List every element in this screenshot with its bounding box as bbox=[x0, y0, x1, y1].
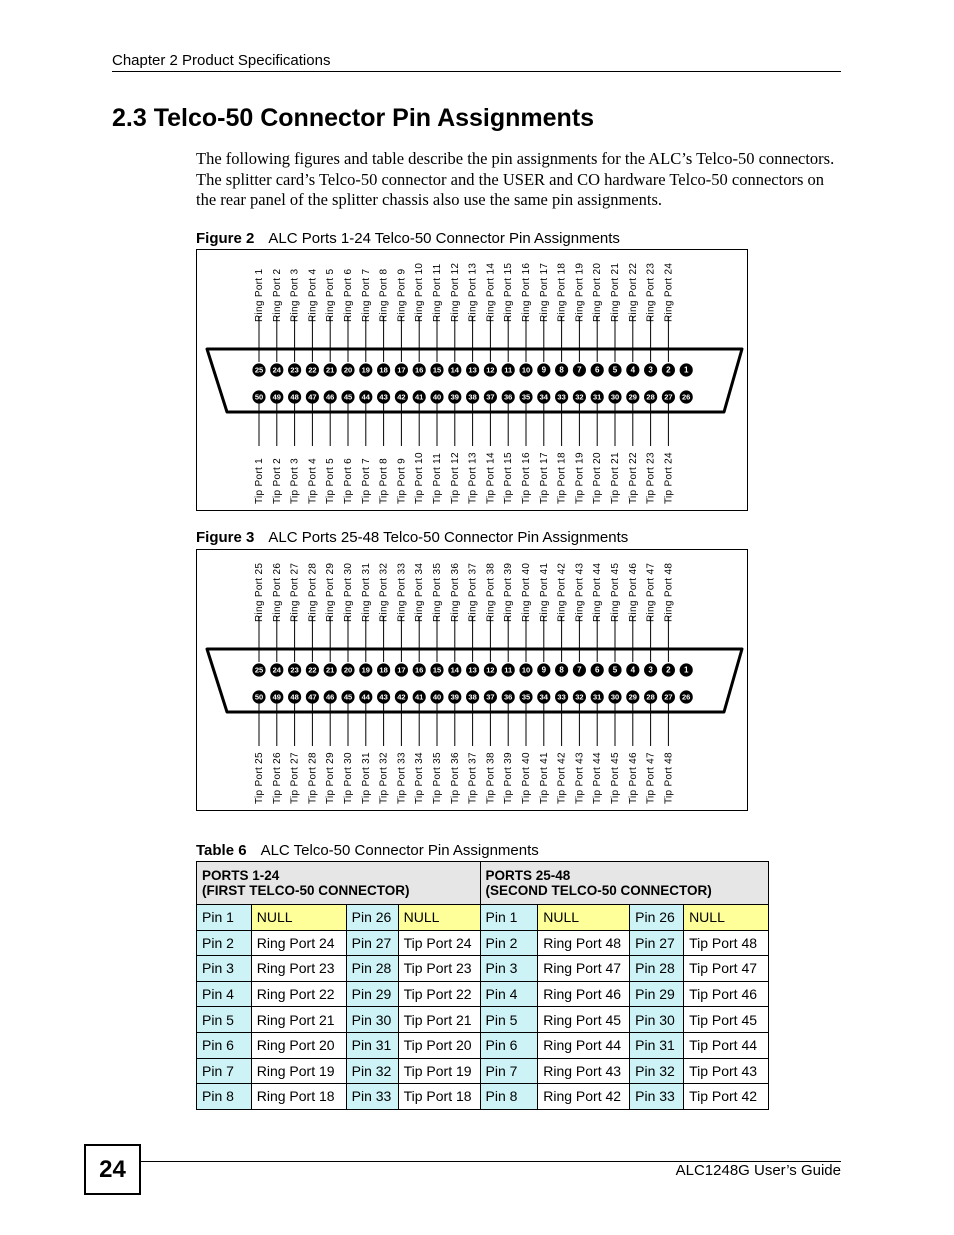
header-ports-1-24: PORTS 1-24 (FIRST TELCO-50 CONNECTOR) bbox=[197, 862, 481, 905]
ring-port-label: Ring Port 45 bbox=[610, 562, 621, 622]
pin-number-label: 18 bbox=[379, 365, 388, 375]
tip-port-label: Tip Port 45 bbox=[610, 752, 621, 804]
ring-port-label: Ring Port 8 bbox=[378, 268, 390, 322]
tip-port-label: Tip Port 13 bbox=[467, 452, 479, 504]
tip-port-label: Tip Port 7 bbox=[360, 458, 372, 504]
pin-number-label: 46 bbox=[326, 392, 335, 402]
pin-number-label: 21 bbox=[326, 365, 335, 375]
pin-number-label: 17 bbox=[397, 365, 406, 375]
ring-port-label: Ring Port 12 bbox=[449, 262, 461, 322]
pin-number-label: 29 bbox=[628, 692, 637, 702]
pin-number-label: 12 bbox=[486, 365, 495, 375]
pin-number-label: 35 bbox=[521, 692, 531, 702]
pin-number-cell: Pin 6 bbox=[480, 1032, 538, 1058]
pin-number-label: 3 bbox=[648, 665, 653, 675]
pin-number-cell: Pin 31 bbox=[346, 1032, 398, 1058]
pin-number-label: 18 bbox=[379, 665, 388, 675]
ring-port-label: Ring Port 14 bbox=[485, 262, 497, 322]
tip-port-label: Tip Port 22 bbox=[627, 452, 639, 504]
ring-port-label: Ring Port 22 bbox=[627, 262, 639, 322]
assignment-cell: Ring Port 19 bbox=[251, 1058, 346, 1084]
pin-number-label: 13 bbox=[468, 365, 477, 375]
assignment-cell: NULL bbox=[251, 905, 346, 931]
pin-number-label: 22 bbox=[308, 665, 317, 675]
pin-number-cell: Pin 1 bbox=[197, 905, 252, 931]
assignment-cell: Tip Port 42 bbox=[684, 1084, 769, 1110]
ring-port-label: Ring Port 15 bbox=[503, 262, 515, 322]
ring-port-label: Ring Port 35 bbox=[432, 562, 443, 622]
pin-number-cell: Pin 27 bbox=[630, 930, 684, 956]
table-row bbox=[197, 930, 769, 956]
tip-port-label: Tip Port 26 bbox=[271, 752, 283, 804]
pin-number-label: 33 bbox=[557, 392, 566, 402]
ring-port-label: Ring Port 9 bbox=[396, 268, 408, 322]
tip-port-label: Tip Port 38 bbox=[485, 752, 497, 804]
tip-port-label: Tip Port 23 bbox=[645, 452, 657, 504]
header-rule bbox=[112, 71, 841, 72]
tip-port-label: Tip Port 9 bbox=[396, 458, 408, 504]
ring-port-label: Ring Port 37 bbox=[467, 562, 479, 622]
pin-number-cell: Pin 2 bbox=[197, 930, 252, 956]
pin-number-label: 48 bbox=[290, 692, 299, 702]
assignment-cell: NULL bbox=[398, 905, 480, 931]
pin-number-label: 33 bbox=[557, 692, 566, 702]
tip-port-label: Tip Port 29 bbox=[325, 752, 337, 804]
tip-port-label: Tip Port 21 bbox=[610, 452, 621, 504]
tip-port-label: Tip Port 42 bbox=[556, 752, 568, 804]
pin-number-label: 2 bbox=[666, 365, 671, 375]
assignment-cell: Ring Port 46 bbox=[538, 981, 630, 1007]
pin-number-label: 45 bbox=[343, 392, 353, 402]
tip-port-label: Tip Port 20 bbox=[592, 452, 604, 504]
tip-port-label: Tip Port 41 bbox=[538, 752, 550, 804]
pin-number-label: 32 bbox=[575, 692, 584, 702]
pin-number-cell: Pin 2 bbox=[480, 930, 538, 956]
pin-number-cell: Pin 27 bbox=[346, 930, 398, 956]
table6-label: Table 6 bbox=[196, 842, 247, 859]
assignment-cell: Tip Port 48 bbox=[684, 930, 769, 956]
pin-number-label: 30 bbox=[610, 392, 620, 402]
pin-number-label: 14 bbox=[450, 365, 459, 375]
ring-port-label: Ring Port 19 bbox=[574, 262, 586, 322]
pin-number-cell: Pin 7 bbox=[197, 1058, 252, 1084]
ring-port-label: Ring Port 24 bbox=[663, 262, 675, 322]
tip-port-label: Tip Port 19 bbox=[574, 452, 586, 504]
pin-number-label: 16 bbox=[415, 365, 424, 375]
ring-port-label: Ring Port 10 bbox=[414, 262, 426, 322]
pin-number-label: 48 bbox=[290, 392, 299, 402]
figure3-title: ALC Ports 25-48 Telco-50 Connector Pin Assignments bbox=[268, 529, 629, 546]
pin-number-label: 49 bbox=[272, 392, 281, 402]
table-row bbox=[197, 1084, 769, 1110]
pin-number-label: 36 bbox=[504, 692, 513, 702]
ring-port-label: Ring Port 2 bbox=[271, 268, 283, 322]
pin-number-label: 39 bbox=[450, 392, 459, 402]
ring-port-label: Ring Port 31 bbox=[360, 562, 372, 622]
tip-port-label: Tip Port 36 bbox=[449, 752, 461, 804]
running-header: Chapter 2 Product Specifications bbox=[112, 52, 331, 69]
table-body bbox=[197, 905, 769, 1110]
ring-port-label: Ring Port 5 bbox=[325, 268, 337, 322]
pin-number-cell: Pin 4 bbox=[197, 981, 252, 1007]
pin-number-label: 2 bbox=[666, 665, 671, 675]
assignment-cell: Ring Port 43 bbox=[538, 1058, 630, 1084]
tip-port-label: Tip Port 1 bbox=[254, 458, 265, 504]
ring-port-label: Ring Port 13 bbox=[467, 262, 479, 322]
assignment-cell: Ring Port 47 bbox=[538, 956, 630, 982]
pin-number-label: 15 bbox=[432, 365, 442, 375]
ring-port-label: Ring Port 17 bbox=[538, 262, 550, 322]
ring-port-label: Ring Port 42 bbox=[556, 562, 568, 622]
tip-port-label: Tip Port 3 bbox=[289, 458, 301, 504]
page-number: 24 bbox=[84, 1144, 141, 1195]
pin-number-label: 21 bbox=[326, 665, 335, 675]
pin-number-cell: Pin 29 bbox=[346, 981, 398, 1007]
pin-number-label: 27 bbox=[664, 692, 673, 702]
ring-port-label: Ring Port 26 bbox=[271, 562, 283, 622]
tip-port-label: Tip Port 24 bbox=[663, 452, 675, 504]
tip-port-label: Tip Port 47 bbox=[645, 752, 657, 804]
tip-port-label: Tip Port 6 bbox=[343, 458, 354, 504]
ring-port-label: Ring Port 47 bbox=[645, 562, 657, 622]
tip-port-label: Tip Port 33 bbox=[396, 752, 408, 804]
footer-guide-title: ALC1248G User’s Guide bbox=[675, 1162, 841, 1179]
table-row bbox=[197, 905, 769, 931]
pin-number-label: 24 bbox=[272, 665, 281, 675]
ring-port-label: Ring Port 30 bbox=[343, 562, 354, 622]
pin-number-label: 31 bbox=[593, 692, 602, 702]
pin-number-label: 7 bbox=[577, 365, 582, 375]
pin-number-label: 26 bbox=[682, 392, 691, 402]
pin-number-label: 23 bbox=[290, 365, 299, 375]
pin-number-label: 13 bbox=[468, 665, 477, 675]
ring-port-label: Ring Port 36 bbox=[449, 562, 461, 622]
tip-port-label: Tip Port 44 bbox=[592, 752, 604, 804]
ring-port-label: Ring Port 18 bbox=[556, 262, 568, 322]
assignment-cell: Ring Port 18 bbox=[251, 1084, 346, 1110]
assignment-cell: NULL bbox=[684, 905, 769, 931]
pin-number-label: 10 bbox=[521, 665, 531, 675]
ring-port-label: Ring Port 41 bbox=[538, 562, 550, 622]
pin-number-label: 12 bbox=[486, 665, 495, 675]
pin-number-label: 36 bbox=[504, 392, 513, 402]
ring-port-label: Ring Port 34 bbox=[414, 562, 426, 622]
assignment-cell: Tip Port 18 bbox=[398, 1084, 480, 1110]
tip-port-label: Tip Port 15 bbox=[503, 452, 515, 504]
pin-number-label: 20 bbox=[343, 665, 353, 675]
tip-port-label: Tip Port 4 bbox=[307, 458, 319, 504]
pin-number-label: 50 bbox=[254, 692, 264, 702]
pin-number-label: 3 bbox=[648, 365, 653, 375]
pin-number-label: 5 bbox=[612, 665, 618, 675]
tip-port-label: Tip Port 31 bbox=[360, 752, 372, 804]
pin-number-label: 11 bbox=[504, 365, 513, 375]
pin-number-label: 22 bbox=[308, 365, 317, 375]
pin-number-cell: Pin 33 bbox=[346, 1084, 398, 1110]
pin-number-label: 16 bbox=[415, 665, 424, 675]
assignment-cell: Tip Port 22 bbox=[398, 981, 480, 1007]
pin-number-cell: Pin 31 bbox=[630, 1032, 684, 1058]
pin-number-label: 23 bbox=[290, 665, 299, 675]
tip-port-label: Tip Port 35 bbox=[432, 752, 443, 804]
pin-number-label: 47 bbox=[308, 692, 317, 702]
ring-port-label: Ring Port 4 bbox=[307, 268, 319, 322]
section-title: 2.3 Telco-50 Connector Pin Assignments bbox=[112, 104, 595, 132]
ring-port-label: Ring Port 33 bbox=[396, 562, 408, 622]
pin-number-label: 30 bbox=[610, 692, 620, 702]
pin-number-label: 49 bbox=[272, 692, 281, 702]
assignment-cell: Ring Port 22 bbox=[251, 981, 346, 1007]
figure3-svg bbox=[197, 550, 749, 812]
tip-port-label: Tip Port 25 bbox=[254, 752, 265, 804]
ring-port-label: Ring Port 3 bbox=[289, 268, 301, 322]
pin-number-cell: Pin 4 bbox=[480, 981, 538, 1007]
pin-number-label: 11 bbox=[504, 665, 513, 675]
figure2-caption bbox=[196, 230, 620, 247]
pin-number-label: 46 bbox=[326, 692, 335, 702]
tip-port-label: Tip Port 27 bbox=[289, 752, 301, 804]
pin-number-label: 1 bbox=[683, 365, 689, 375]
assignment-cell: Ring Port 48 bbox=[538, 930, 630, 956]
pin-number-label: 42 bbox=[397, 692, 406, 702]
pin-number-label: 43 bbox=[379, 392, 388, 402]
pin-number-cell: Pin 28 bbox=[630, 956, 684, 982]
pin-number-label: 31 bbox=[593, 392, 602, 402]
tip-port-label: Tip Port 17 bbox=[538, 452, 550, 504]
assignment-cell: Ring Port 20 bbox=[251, 1032, 346, 1058]
figure2-connector-diagram bbox=[196, 249, 748, 511]
figure2-title: ALC Ports 1-24 Telco-50 Connector Pin Assignments bbox=[268, 230, 620, 247]
assignment-cell: Tip Port 45 bbox=[684, 1007, 769, 1033]
pin-number-cell: Pin 5 bbox=[480, 1007, 538, 1033]
assignment-cell: Tip Port 19 bbox=[398, 1058, 480, 1084]
assignment-cell: Ring Port 24 bbox=[251, 930, 346, 956]
tip-port-label: Tip Port 39 bbox=[503, 752, 515, 804]
assignment-cell: Ring Port 42 bbox=[538, 1084, 630, 1110]
pin-number-cell: Pin 29 bbox=[630, 981, 684, 1007]
tip-port-label: Tip Port 32 bbox=[378, 752, 390, 804]
pin-number-cell: Pin 3 bbox=[197, 956, 252, 982]
pin-number-cell: Pin 32 bbox=[630, 1058, 684, 1084]
pin-number-cell: Pin 8 bbox=[480, 1084, 538, 1110]
tip-port-label: Tip Port 40 bbox=[521, 752, 532, 804]
ring-port-label: Ring Port 21 bbox=[610, 262, 621, 322]
pin-number-label: 20 bbox=[343, 365, 353, 375]
pin-assignment-table bbox=[196, 861, 769, 1110]
pin-number-label: 8 bbox=[559, 365, 564, 375]
pin-number-label: 6 bbox=[594, 365, 600, 375]
ring-port-label: Ring Port 6 bbox=[343, 268, 354, 322]
pin-number-label: 19 bbox=[361, 665, 370, 675]
assignment-cell: Tip Port 20 bbox=[398, 1032, 480, 1058]
pin-number-label: 14 bbox=[450, 665, 459, 675]
table-row bbox=[197, 981, 769, 1007]
tip-port-label: Tip Port 2 bbox=[271, 458, 283, 504]
table6-title: ALC Telco-50 Connector Pin Assignments bbox=[260, 842, 539, 859]
tip-port-label: Tip Port 30 bbox=[343, 752, 354, 804]
pin-number-label: 8 bbox=[559, 665, 564, 675]
ring-port-label: Ring Port 23 bbox=[645, 262, 657, 322]
table-row bbox=[197, 1058, 769, 1084]
assignment-cell: Tip Port 44 bbox=[684, 1032, 769, 1058]
tip-port-label: Tip Port 37 bbox=[467, 752, 479, 804]
tip-port-label: Tip Port 5 bbox=[325, 458, 337, 504]
table-row bbox=[197, 1032, 769, 1058]
pin-number-label: 41 bbox=[415, 392, 424, 402]
tip-port-label: Tip Port 43 bbox=[574, 752, 586, 804]
pin-number-cell: Pin 33 bbox=[630, 1084, 684, 1110]
pin-number-cell: Pin 7 bbox=[480, 1058, 538, 1084]
tip-port-label: Tip Port 16 bbox=[521, 452, 532, 504]
figure3-connector-diagram bbox=[196, 549, 748, 811]
table-header-row bbox=[197, 862, 769, 905]
pin-number-label: 37 bbox=[486, 392, 495, 402]
figure2-svg bbox=[197, 250, 749, 512]
pin-number-label: 10 bbox=[521, 365, 531, 375]
pin-number-label: 9 bbox=[541, 665, 547, 675]
pin-number-cell: Pin 3 bbox=[480, 956, 538, 982]
table-row bbox=[197, 1007, 769, 1033]
pin-number-label: 42 bbox=[397, 392, 406, 402]
table-row bbox=[197, 956, 769, 982]
assignment-cell: Ring Port 21 bbox=[251, 1007, 346, 1033]
assignment-cell: Tip Port 23 bbox=[398, 956, 480, 982]
assignment-cell: NULL bbox=[538, 905, 630, 931]
tip-port-label: Tip Port 46 bbox=[627, 752, 639, 804]
pin-number-label: 5 bbox=[612, 365, 618, 375]
ring-port-label: Ring Port 40 bbox=[521, 562, 532, 622]
table6-caption bbox=[196, 842, 539, 859]
assignment-cell: Ring Port 45 bbox=[538, 1007, 630, 1033]
pin-number-cell: Pin 6 bbox=[197, 1032, 252, 1058]
pin-number-label: 25 bbox=[254, 365, 264, 375]
pin-number-label: 47 bbox=[308, 392, 317, 402]
pin-number-cell: Pin 32 bbox=[346, 1058, 398, 1084]
pin-number-label: 50 bbox=[254, 392, 264, 402]
pin-number-label: 43 bbox=[379, 692, 388, 702]
tip-port-label: Tip Port 48 bbox=[663, 752, 675, 804]
pin-number-cell: Pin 26 bbox=[630, 905, 684, 931]
pin-number-label: 25 bbox=[254, 665, 264, 675]
pin-number-label: 1 bbox=[683, 665, 689, 675]
pin-number-label: 27 bbox=[664, 392, 673, 402]
pin-number-cell: Pin 28 bbox=[346, 956, 398, 982]
pin-number-label: 45 bbox=[343, 692, 353, 702]
pin-number-cell: Pin 26 bbox=[346, 905, 398, 931]
pin-number-label: 19 bbox=[361, 365, 370, 375]
ring-port-label: Ring Port 38 bbox=[485, 562, 497, 622]
ring-port-label: Ring Port 27 bbox=[289, 562, 301, 622]
ring-port-label: Ring Port 39 bbox=[503, 562, 515, 622]
assignment-cell: Tip Port 24 bbox=[398, 930, 480, 956]
pin-number-label: 35 bbox=[521, 392, 531, 402]
ring-port-label: Ring Port 1 bbox=[254, 268, 265, 322]
ring-port-label: Ring Port 28 bbox=[307, 562, 319, 622]
pin-number-cell: Pin 30 bbox=[346, 1007, 398, 1033]
pin-number-label: 39 bbox=[450, 692, 459, 702]
assignment-cell: Tip Port 21 bbox=[398, 1007, 480, 1033]
ring-port-label: Ring Port 46 bbox=[627, 562, 639, 622]
pin-number-label: 24 bbox=[272, 365, 281, 375]
pin-number-label: 4 bbox=[630, 365, 636, 375]
assignment-cell: Tip Port 43 bbox=[684, 1058, 769, 1084]
tip-port-label: Tip Port 8 bbox=[378, 458, 390, 504]
pin-number-label: 37 bbox=[486, 692, 495, 702]
pin-number-label: 34 bbox=[539, 692, 548, 702]
ring-port-label: Ring Port 16 bbox=[521, 262, 532, 322]
pin-number-label: 40 bbox=[432, 392, 442, 402]
pin-number-label: 44 bbox=[361, 692, 370, 702]
pin-number-label: 7 bbox=[577, 665, 582, 675]
tip-port-label: Tip Port 10 bbox=[414, 452, 426, 504]
assignment-cell: Tip Port 46 bbox=[684, 981, 769, 1007]
ring-port-label: Ring Port 20 bbox=[592, 262, 604, 322]
ring-port-label: Ring Port 32 bbox=[378, 562, 390, 622]
assignment-cell: Tip Port 47 bbox=[684, 956, 769, 982]
pin-number-label: 28 bbox=[646, 392, 655, 402]
tip-port-label: Tip Port 11 bbox=[432, 452, 443, 504]
pin-number-label: 4 bbox=[630, 665, 636, 675]
figure3-label: Figure 3 bbox=[196, 529, 255, 546]
tip-port-label: Tip Port 12 bbox=[449, 452, 461, 504]
ring-port-label: Ring Port 29 bbox=[325, 562, 337, 622]
pin-number-label: 29 bbox=[628, 392, 637, 402]
ring-port-label: Ring Port 11 bbox=[432, 263, 443, 322]
pin-number-label: 28 bbox=[646, 692, 655, 702]
pin-number-cell: Pin 30 bbox=[630, 1007, 684, 1033]
pin-number-label: 41 bbox=[415, 692, 424, 702]
ring-port-label: Ring Port 48 bbox=[663, 562, 675, 622]
tip-port-label: Tip Port 34 bbox=[414, 752, 426, 804]
assignment-cell: Ring Port 23 bbox=[251, 956, 346, 982]
ring-port-label: Ring Port 25 bbox=[254, 562, 265, 622]
pin-number-label: 40 bbox=[432, 692, 442, 702]
pin-number-label: 17 bbox=[397, 665, 406, 675]
pin-number-cell: Pin 1 bbox=[480, 905, 538, 931]
tip-port-label: Tip Port 14 bbox=[485, 452, 497, 504]
pin-number-label: 38 bbox=[468, 392, 477, 402]
intro-paragraph: The following figures and table describe the pin assignments for the ALC’s Telco-50 connectors. The splitter card’s Telco-50 connector and the USER and CO hardware Telco-50 connectors on the rear panel of the splitter chassis also use the same pin assignments. bbox=[196, 149, 835, 209]
ring-port-label: Ring Port 7 bbox=[360, 268, 372, 322]
pin-number-label: 6 bbox=[594, 665, 600, 675]
pin-number-label: 9 bbox=[541, 365, 547, 375]
ring-port-label: Ring Port 43 bbox=[574, 562, 586, 622]
pin-number-label: 26 bbox=[682, 692, 691, 702]
tip-port-label: Tip Port 18 bbox=[556, 452, 568, 504]
header-ports-25-48: PORTS 25-48 (SECOND TELCO-50 CONNECTOR) bbox=[480, 862, 768, 905]
assignment-cell: Ring Port 44 bbox=[538, 1032, 630, 1058]
pin-number-label: 32 bbox=[575, 392, 584, 402]
pin-number-cell: Pin 8 bbox=[197, 1084, 252, 1110]
pin-number-label: 34 bbox=[539, 392, 548, 402]
pin-number-cell: Pin 5 bbox=[197, 1007, 252, 1033]
figure3-caption bbox=[196, 529, 628, 546]
ring-port-label: Ring Port 44 bbox=[592, 562, 604, 622]
pin-number-label: 38 bbox=[468, 692, 477, 702]
pin-number-label: 15 bbox=[432, 665, 442, 675]
pin-number-label: 44 bbox=[361, 392, 370, 402]
tip-port-label: Tip Port 28 bbox=[307, 752, 319, 804]
figure2-label: Figure 2 bbox=[196, 230, 255, 247]
